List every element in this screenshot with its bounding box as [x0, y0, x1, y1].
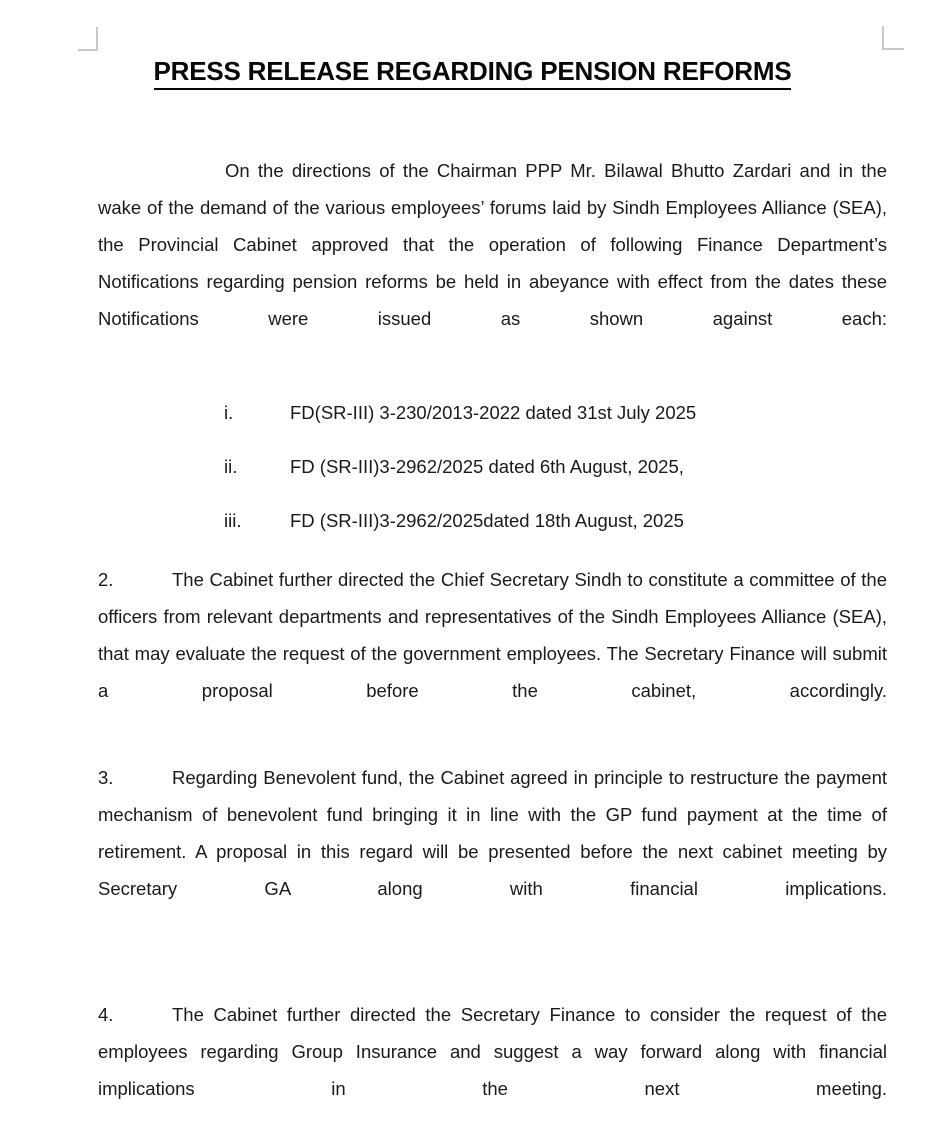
list-item [98, 502, 887, 539]
document-body [98, 152, 887, 1144]
spacer [98, 944, 887, 996]
list-item [98, 394, 887, 431]
crop-mark-top-right-icon [882, 26, 902, 50]
list-item-marker: iii. [224, 510, 242, 531]
paragraph-intro: On the directions of the Chairman PPP Mr. Bilawal Bhutto Zardari and in the wake of the demand of the various employees’ forums laid by Sindh Employees Alliance (SEA), the Provincial Cabinet approved that the operation of following Finance Department’s Notifications regarding pension reforms be held in abeyance with effect from the dates these Notifications were issued as shown against each: [98, 160, 887, 329]
list-item-marker: ii. [224, 456, 238, 477]
page-title-text: PRESS RELEASE REGARDING PENSION REFORMS [154, 56, 792, 90]
paragraph-4 [98, 996, 887, 1144]
notification-list [98, 394, 887, 539]
list-item-label: FD(SR-III) 3-230/2013-2022 dated 31st July 2025 [290, 402, 697, 423]
crop-mark-top-left-icon [78, 27, 98, 51]
paragraph-4-text: The Cabinet further directed the Secretary Finance to consider the request of the employees regarding Group Insurance and suggest a way forward along with financial implications in the next meeting. [98, 1004, 887, 1099]
paragraph-2 [98, 561, 887, 746]
paragraph-3-text: Regarding Benevolent fund, the Cabinet agreed in principle to restructure the payment mechanism of benevolent fund bringing it in line with the GP fund payment at the time of retirement. A proposal in this regard will be presented before the next cabinet meeting by Secretary GA along with financial implications. [98, 767, 887, 899]
page-title [0, 56, 945, 87]
spacer [98, 746, 887, 759]
paragraph-4-number: 4. [98, 1004, 114, 1025]
paragraph-2-text: The Cabinet further directed the Chief Secretary Sindh to constitute a committee of the officers from relevant departments and representatives of the Sindh Employees Alliance (SEA), that may evaluate the request of the government employees. The Secretary Finance will submit a proposal before the cabinet, accordingly. [98, 569, 887, 701]
list-item-label: FD (SR-III)3-2962/2025dated 18th August, 2025 [290, 510, 684, 531]
list-item [98, 448, 887, 485]
list-item-marker: i. [224, 402, 234, 423]
paragraph-2-number: 2. [98, 569, 114, 590]
spacer [98, 539, 887, 561]
list-item-label: FD (SR-III)3-2962/2025 dated 6th August, 2025, [290, 456, 684, 477]
paragraph-3-number: 3. [98, 767, 114, 788]
paragraph-3 [98, 759, 887, 944]
